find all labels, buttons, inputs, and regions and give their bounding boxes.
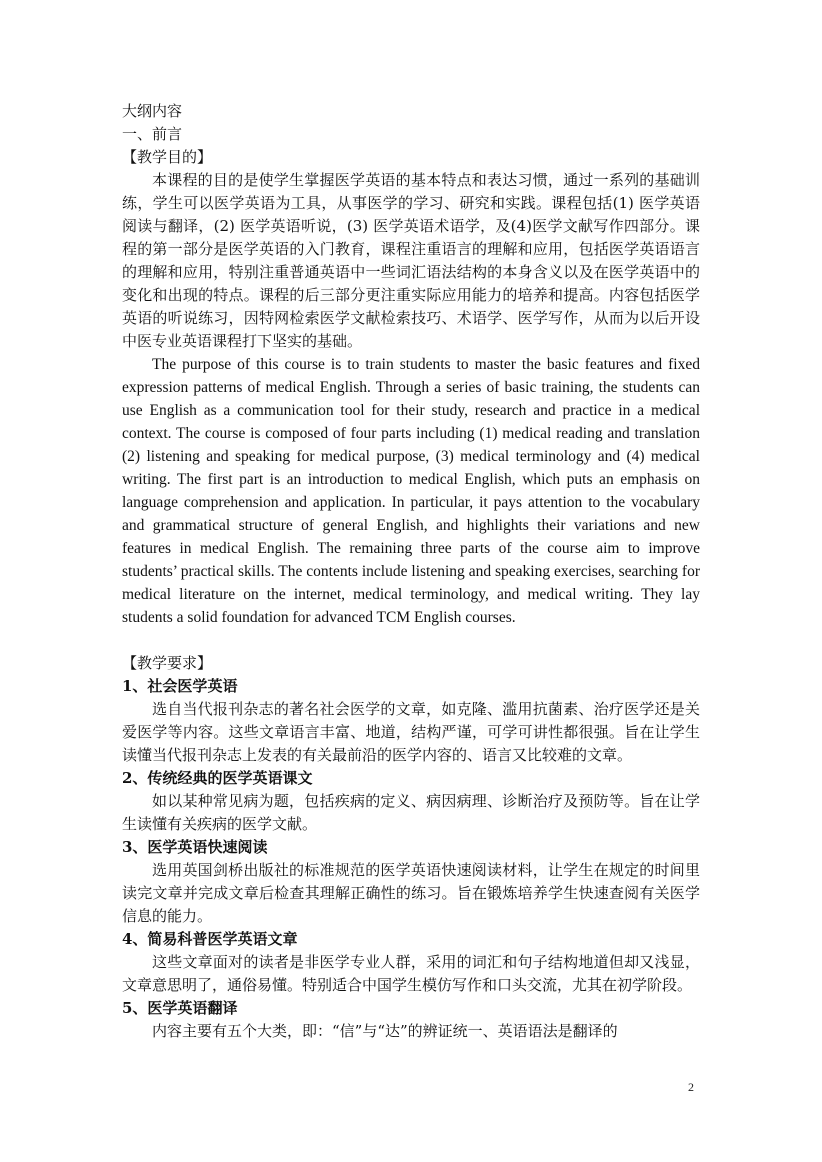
document-page [122,100,700,1043]
requirement-title: 1、社会医学英语 [122,677,238,695]
requirement-title: 4、简易科普医学英语文章 [122,930,298,948]
requirement-text: 这些文章面对的读者是非医学专业人群，采用的词汇和句子结构地道但却又浅显，文章意思明了，通俗易懂。特别适合中国学生模仿写作和口头交流，尤其在初学阶段。 [122,953,700,994]
requirement-text: 内容主要有五个大类，即：“信”与“达”的辨证统一、英语语法是翻译的 [152,1022,618,1040]
page-number: 2 [688,1080,694,1094]
requirement-title: 2、传统经典的医学英语课文 [122,769,313,787]
purpose-english-paragraph: The purpose of this course is to train students to master the basic features and fixed expression patterns of medical English. Through a series of basic training, the students can use English as a communication tool for their study, research and practice in a medical context. The course is composed of four parts including (1) medical reading and translation (2) listening and speaking for medical purpose, (3) medical terminology and (4) medical writing. The first part is an introduction to medical English, which puts an emphasis on language comprehension and application. In particular, it pays attention to the vocabulary and grammatical structure of general English, and highlights their variations and new features in medical English. The remaining three parts of the course aim to improve students’ practical skills. The contents include listening and speaking exercises, searching for medical literature on the internet, medical terminology, and medical writing. They lay students a solid foundation for advanced TCM English courses. [122,356,700,626]
requirement-title: 3、医学英语快速阅读 [122,838,268,856]
section-title: 一、前言 [122,125,183,143]
requirement-text: 选自当代报刊杂志的著名社会医学的文章，如克隆、滥用抗菌素、治疗医学还是关爱医学等内容。这些文章语言丰富、地道，结构严谨，可学可讲性都很强。旨在让学生读懂当代报刊杂志上发表的有关最前沿的医学内容的、语言又比较难的文章。 [122,700,700,764]
requirements-title: 【教学要求】 [122,654,213,672]
requirement-title: 5、医学英语翻译 [122,999,238,1017]
requirement-text: 选用英国剑桥出版社的标准规范的医学英语快速阅读材料，让学生在规定的时间里读完文章并完成文章后检查其理解正确性的练习。旨在锻炼培养学生快速查阅有关医学信息的能力。 [122,861,700,925]
purpose-title: 【教学目的】 [122,148,213,166]
requirement-text: 如以某种常见病为题，包括疾病的定义、病因病理、诊断治疗及预防等。旨在让学生读懂有关疾病的医学文献。 [122,792,700,833]
paragraph-gap [122,629,700,652]
purpose-chinese-paragraph: 本课程的目的是使学生掌握医学英语的基本特点和表达习惯，通过一系列的基础训练，学生可以医学英语为工具，从事医学的学习、研究和实践。课程包括(1) 医学英语阅读与翻译，(2) 医学英语听说，(3) 医学英语术语学，及(4)医学文献写作四部分。课程的第一部分是医学英语的入门教育，课程注重语言的理解和应用，包括医学英语语言的理解和应用，特别注重普通英语中一些词汇语法结构的本身含义以及在医学英语中的变化和出现的特点。课程的后三部分更注重实际应用能力的培养和提高。内容包括医学英语的听说练习，因特网检索医学文献检索技巧、术语学、医学写作，从而为以后开设中医专业英语课程打下坚实的基础。 [122,171,700,350]
outline-heading: 大纲内容 [122,102,183,120]
